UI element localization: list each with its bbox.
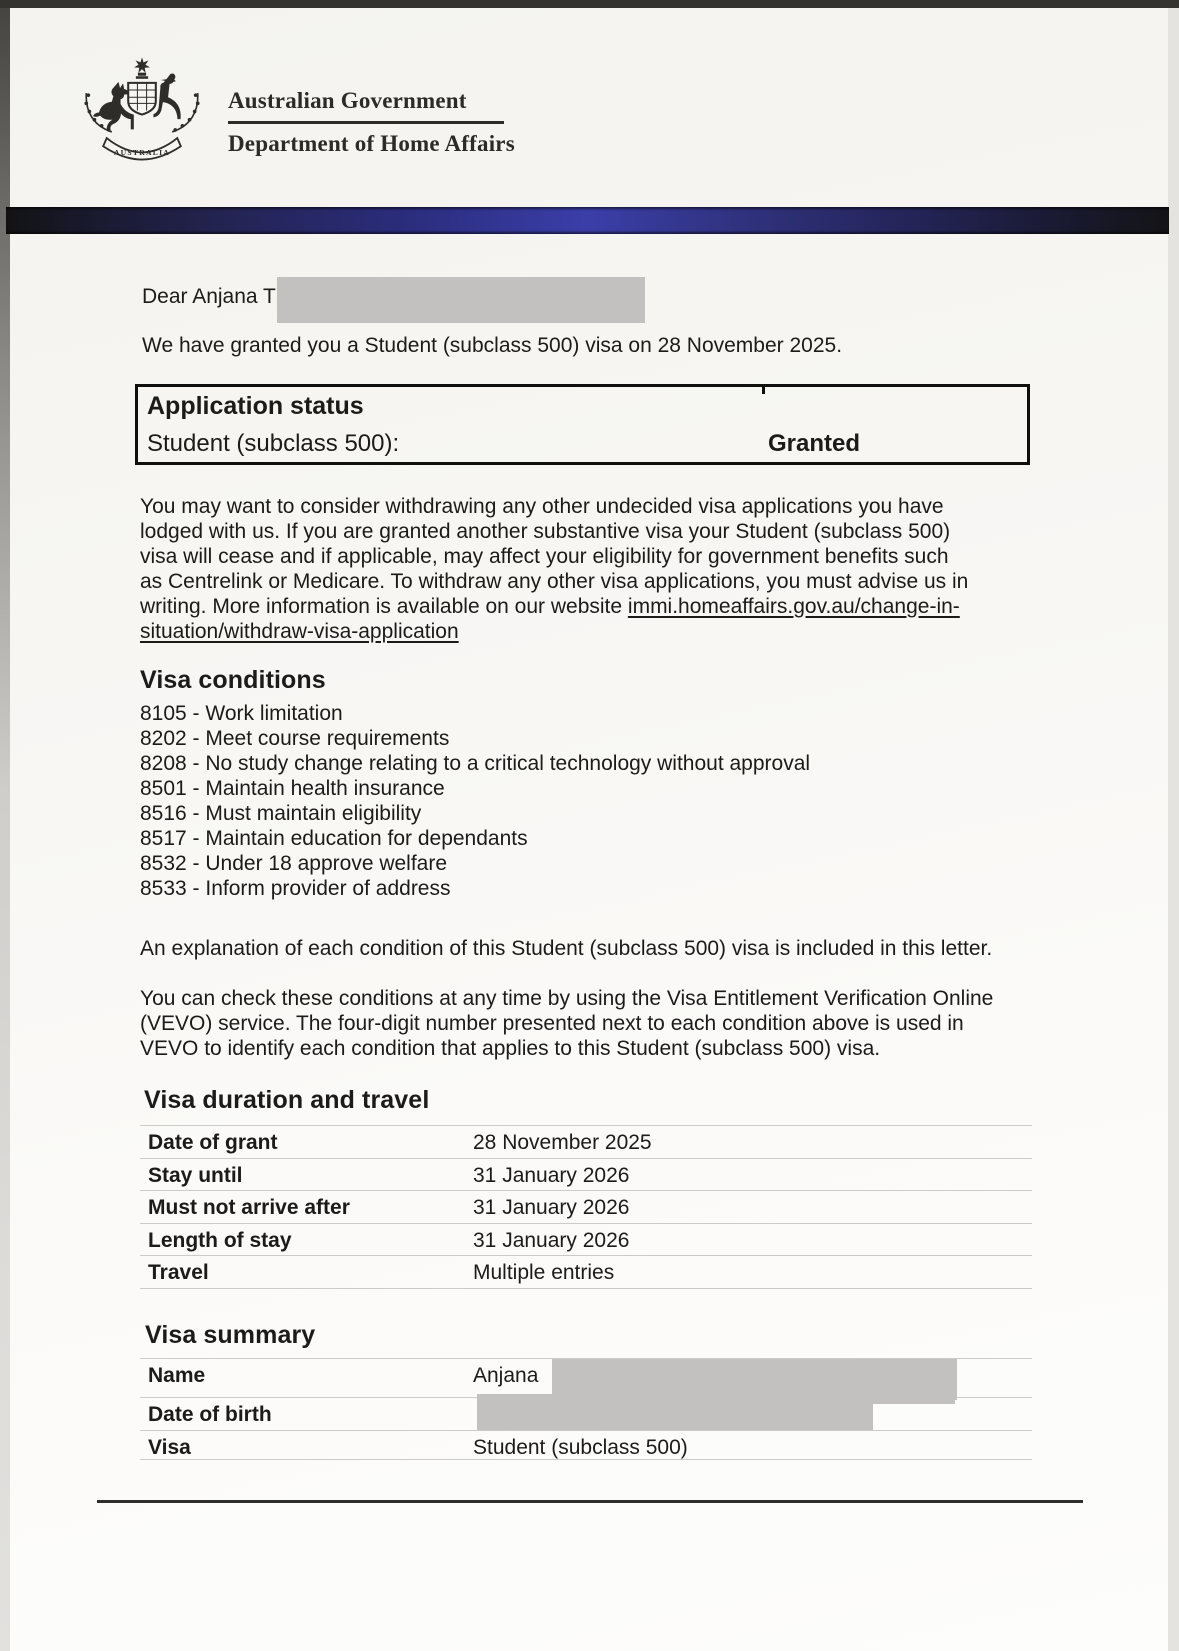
row-label: Date of grant	[148, 1131, 278, 1154]
table-row	[140, 1256, 1032, 1289]
condition-item: 8202 - Meet course requirements	[140, 727, 450, 750]
vevo-paragraph-line: VEVO to identify each condition that applies to this Student (subclass 500) visa.	[140, 1037, 881, 1060]
photo-edge-top	[0, 0, 1179, 8]
visa-duration-table	[140, 1125, 1032, 1289]
visa-duration-heading: Visa duration and travel	[144, 1086, 430, 1114]
salutation: Dear Anjana T	[142, 285, 276, 308]
vevo-paragraph-line: (VEVO) service. The four-digit number presented next to each condition above is used in	[140, 1012, 964, 1035]
condition-item: 8516 - Must maintain eligibility	[140, 802, 422, 825]
condition-item: 8501 - Maintain health insurance	[140, 777, 445, 800]
header-title-rule	[228, 121, 504, 124]
withdraw-paragraph	[140, 494, 1040, 644]
table-row	[140, 1159, 1032, 1192]
condition-item: 8105 - Work limitation	[140, 702, 343, 725]
status-row-label: Student (subclass 500):	[147, 430, 400, 457]
paragraph-line	[140, 594, 1040, 619]
photo-edge-right	[1168, 8, 1179, 1651]
row-label: Date of birth	[148, 1403, 272, 1426]
intro-line: We have granted you a Student (subclass 500) visa on 28 November 2025.	[142, 334, 843, 357]
vevo-paragraph	[140, 986, 993, 1061]
status-column-tick	[762, 386, 765, 394]
condition-item: 8517 - Maintain education for dependants	[140, 827, 528, 850]
row-value: Anjana	[473, 1364, 539, 1387]
row-value: 31 January 2026	[473, 1163, 630, 1187]
table-row	[140, 1191, 1032, 1224]
row-value: 31 January 2026	[473, 1196, 630, 1219]
condition-item: 8208 - No study change relating to a critical technology without approval	[140, 752, 811, 775]
row-value: 28 November 2025	[473, 1131, 652, 1154]
table-row	[140, 1431, 1032, 1460]
table-row	[140, 1126, 1032, 1159]
table-row	[140, 1224, 1032, 1257]
visa-conditions-heading: Visa conditions	[140, 666, 326, 694]
visa-conditions-list	[140, 701, 810, 901]
application-status-box	[135, 384, 1030, 465]
dob-redaction-step	[873, 1394, 955, 1404]
explanation-line: An explanation of each condition of this Student (subclass 500) visa is included in this letter.	[140, 937, 993, 960]
visa-summary-heading: Visa summary	[145, 1321, 316, 1349]
footer-rule	[97, 1500, 1083, 1503]
row-label: Length of stay	[148, 1228, 292, 1252]
coat-of-arms-banner-text: AUSTRALIA	[113, 147, 171, 157]
dob-redaction-box	[477, 1394, 873, 1430]
row-value: 31 January 2026	[473, 1228, 630, 1252]
coat-of-arms-icon	[73, 56, 211, 166]
vevo-paragraph-line: You can check these conditions at any time by using the Visa Entitlement Verification Online	[140, 987, 994, 1010]
withdraw-link-part1[interactable]: immi.homeaffairs.gov.au/change-in-	[627, 595, 960, 618]
paragraph-line: You may want to consider withdrawing any other undecided visa applications you have	[140, 495, 944, 518]
photo-edge-left	[0, 0, 10, 1651]
row-value: Student (subclass 500)	[473, 1435, 688, 1459]
paragraph-line-text: writing. More information is available on our website	[140, 595, 628, 618]
condition-item: 8533 - Inform provider of address	[140, 877, 451, 900]
row-label: Must not arrive after	[148, 1196, 350, 1219]
paragraph-line: lodged with us. If you are granted another substantive visa your Student (subclass 500)	[140, 520, 951, 543]
paragraph-line: as Centrelink or Medicare. To withdraw any other visa applications, you must advise us in	[140, 570, 969, 593]
row-label: Name	[148, 1364, 206, 1387]
brand-bar	[6, 207, 1169, 234]
row-label: Stay until	[148, 1163, 243, 1187]
department-title: Department of Home Affairs	[228, 131, 515, 156]
salutation-redaction-box	[277, 277, 645, 323]
row-label: Visa	[148, 1435, 191, 1459]
government-title: Australian Government	[228, 88, 467, 113]
status-box-title: Application status	[147, 392, 364, 420]
row-label: Travel	[148, 1261, 209, 1284]
condition-item: 8532 - Under 18 approve welfare	[140, 852, 448, 875]
status-row-value: Granted	[768, 430, 861, 457]
paragraph-line	[140, 619, 1040, 644]
paragraph-line: visa will cease and if applicable, may affect your eligibility for government benefits such	[140, 545, 949, 568]
withdraw-link-part2[interactable]: situation/withdraw-visa-application	[140, 620, 459, 643]
row-value: Multiple entries	[473, 1261, 615, 1284]
